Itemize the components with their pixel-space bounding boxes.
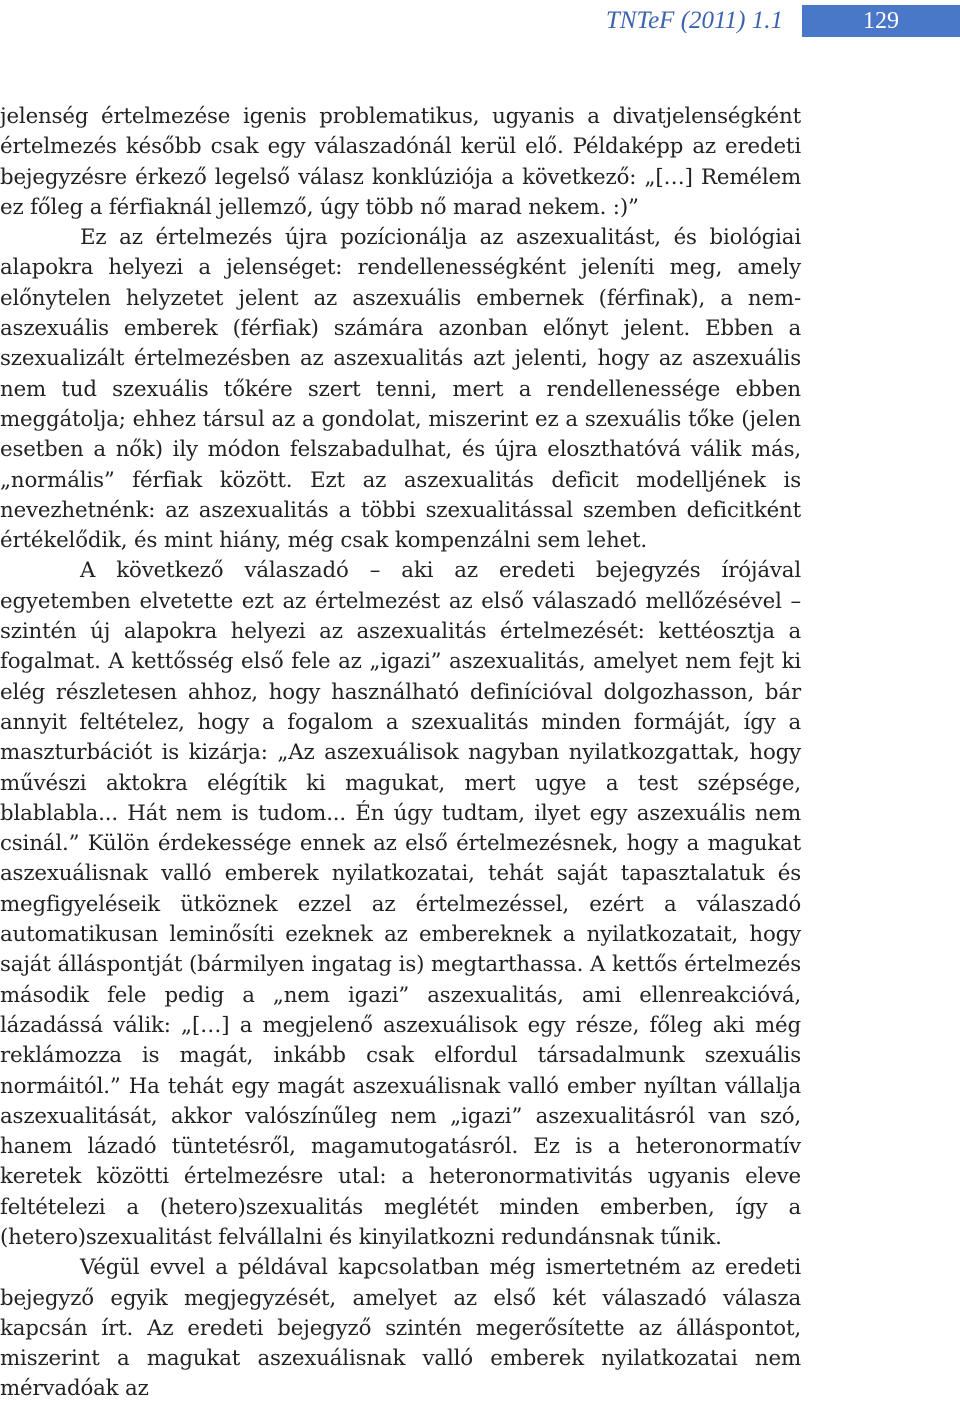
paragraph: Végül evvel a példával kapcsolatban még ismertetném az eredeti bejegyző egyik megjegyzését, amelyet az első két válaszadó válasza kapcsán írt. Az eredeti bejegyző szintén megerősítette az álláspontot, miszerint a magukat aszexuálisnak valló emberek nyilatkozatai nem mérvadóak az bbox=[0, 1255, 801, 1402]
paragraph: A következő válaszadó – aki az eredeti bejegyzés írójával egyetemben elvetette ezt az értelmezést az első válaszadó mellőzésével – szintén új alapokra helyezi az aszexualitás értelmezését: kettéosztja a fogalmat. A kettősség első fele az „igazi” aszexualitás, amelyet nem fejt ki elég részletesen ahhoz, hogy használható definícióval dolgozhasson, bár annyit feltételez, hogy a fogalom a szexualitás minden formáját, így a maszturbációt is kizárja: „Az aszexuálisok nagyban nyilatkozgattak, hogy művészi aktokra elégítik ki magukat, mert ugye a test szépsége, blablabla... Hát nem is tudom... Én úgy tudtam, ilyet egy aszexuális nem csinál.” Külön érdekessége ennek az első értelmezésnek, hogy a magukat aszexuálisnak valló emberek nyilatkozatai, tehát saját tapasztalatuk és megfigyeléseik ütköznek ezzel az értelmezéssel, ezért a válaszadó automatikusan leminősíti ezeknek az embereknek a nyilatkozatait, hogy saját álláspontját (bármilyen ingatag is) megtarthassa. A kettős értelmezés második fele pedig a „nem igazi” aszexualitás, ami ellenreakcióvá, lázadássá válik: „[…] a megjelenő aszexuálisok egy része, főleg aki még reklámozza is magát, inkább csak elfordul társadalmunk szexuális normáitól.” Ha tehát egy magát aszexuálisnak valló ember nyíltan vállalja aszexualitását, akkor valószínűleg nem „igazi” aszexualitásról van szó, hanem lázadó tüntetésről, magamutogatásról. Ez is a heteronormatív keretek közötti értelmezésre utal: a heteronormativitás ugyanis eleve feltételezi a (hetero)szexualitás meglétét minden emberben, így a (hetero)szexualitást felvállalni és kinyilatkozni redundánsnak tűnik. bbox=[0, 558, 801, 1250]
page-number-badge: 129 bbox=[802, 5, 960, 37]
journal-citation: TNTeF (2011) 1.1 bbox=[605, 7, 783, 34]
body-text bbox=[0, 102, 801, 1405]
paragraph: Ez az értelmezés újra pozícionálja az aszexualitást, és biológiai alapokra helyezi a jelenséget: rendellenességként jeleníti meg, amely előnytelen helyzetet jelent az aszexuális embernek (férfinak), a nem-aszexuális emberek (férfiak) számára azonban előnyt jelent. Ebben a szexualizált értelmezésben az aszexualitás azt jelenti, hogy az aszexuális nem tud szexuális tőkére szert tenni, mert a rendellenessége ebben meggátolja; ehhez társul az a gondolat, miszerint ez a szexuális tőke (jelen esetben a nők) ily módon felszabadulhat, és újra eloszthatóvá válik más, „normális” férfiak között. Ezt az aszexualitás deficit modelljének is nevezhetnénk: az aszexualitás a többi szexualitással szemben deficitként értékelődik, és mint hiány, még csak kompenzálni sem lehet. bbox=[0, 225, 801, 554]
paragraph-continuation: jelenség értelmezése igenis problematikus, ugyanis a divatjelenségként értelmezés később csak egy válaszadónál kerül elő. Példaképp az eredeti bejegyzésre érkező legelső válasz konklúziója a következő: „[…] Remélem ez főleg a férfiaknál jellemző, úgy több nő marad nekem. :)” bbox=[0, 104, 801, 220]
page-header bbox=[0, 0, 960, 44]
